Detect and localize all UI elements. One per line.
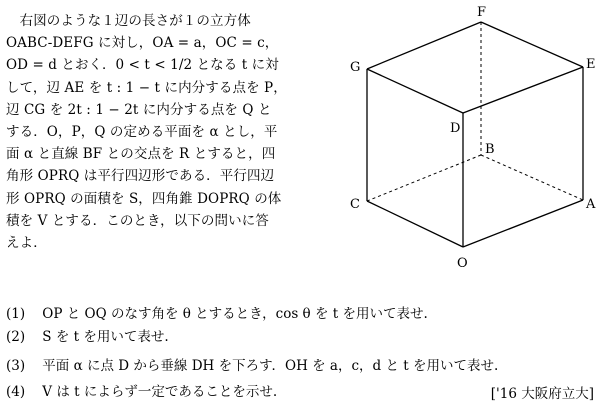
vertex-label-c: C	[350, 197, 360, 212]
problem-line-4: して，辺 AE を t : 1 − t に内分する点を P，	[6, 79, 287, 96]
problem-line-3: OD = d とおく．0 < t < 1/2 となる t に対	[6, 57, 279, 74]
problem-statement	[6, 10, 308, 254]
question-2	[6, 325, 169, 345]
question-1	[6, 302, 428, 322]
question-number: (1)	[6, 306, 26, 322]
question-text: 平面 α に点 D から垂線 DH を下ろす．OH を a，c，d と t を用いて表せ.	[42, 358, 499, 374]
vertex-label-e: E	[586, 57, 596, 72]
cube-figure	[340, 0, 598, 270]
vertex-label-d: D	[450, 121, 461, 136]
source-citation: ['16 大阪府立大]	[490, 386, 594, 402]
problem-line-5: 辺 CG を 2t : 1 − 2t に内分する点を Q と	[6, 101, 272, 118]
problem-line-9: 形 OPRQ の面積を S，四角錐 DOPRQ の体	[6, 190, 282, 207]
question-text: OP と OQ のなす角を θ とするとき，cos θ を t を用いて表せ.	[42, 306, 428, 322]
vertex-label-f: F	[477, 5, 487, 20]
question-number: (4)	[6, 384, 26, 400]
vertex-label-g: G	[350, 60, 361, 75]
vertex-label-o: O	[457, 256, 468, 270]
question-3	[6, 354, 498, 374]
question-text: S を t を用いて表せ.	[42, 329, 169, 345]
vertex-label-a: A	[586, 197, 596, 212]
question-text: V は t によらず一定であることを示せ.	[42, 384, 278, 400]
problem-line-2: OABC-DEFG に対し，OA = a，OC = c，	[6, 35, 279, 52]
problem-line-1: 右図のような１辺の長さが１の立方体	[6, 13, 251, 29]
question-4	[6, 380, 277, 400]
question-number: (2)	[6, 329, 26, 345]
problem-line-11: えよ．	[6, 235, 47, 252]
problem-line-10: 積を V とする．このとき，以下の問いに答	[6, 212, 269, 229]
problem-line-7: 面 α と直線 BF との交点を R とすると，四	[6, 146, 276, 163]
problem-line-8: 角形 OPRQ は平行四辺形である．平行四辺	[6, 168, 275, 185]
problem-line-6: する．O，P，Q の定める平面を α とし，平	[6, 124, 278, 141]
vertex-label-b: B	[485, 142, 495, 157]
question-number: (3)	[6, 358, 26, 374]
